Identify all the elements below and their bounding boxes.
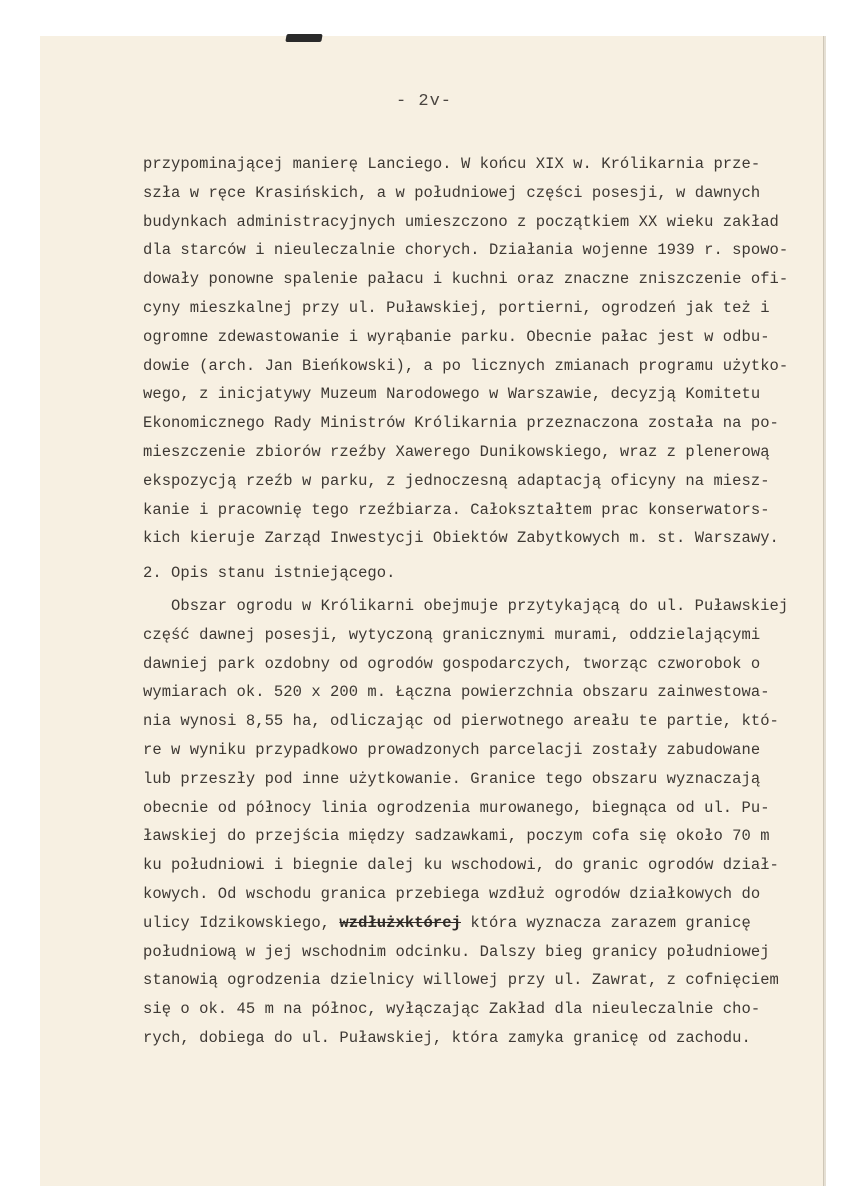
text-line: dowie (arch. Jan Bieńkowski), a po licznych zmianach programu użytko-: [143, 356, 789, 375]
text-line: kowych. Od wschodu granica przebiega wzdłuż ogrodów działkowych do: [143, 884, 761, 903]
text-line: Obszar ogrodu w Królikarni obejmuje przytykającą do ul. Puławskiej: [171, 596, 789, 615]
text-line: ławskiej do przejścia między sadzawkami, poczym cofa się około 70 m: [143, 827, 770, 846]
strike-line: [143, 909, 793, 938]
paragraph-description: [143, 592, 793, 909]
text-line: dowały ponowne spalenie pałacu i kuchni oraz znaczne zniszczenie ofi-: [143, 270, 789, 289]
struck-text: wzdłużxktórej: [339, 913, 461, 932]
typewritten-body: [143, 150, 793, 1053]
paragraph-description-end: [143, 938, 793, 1053]
page-number: - 2v-: [396, 92, 453, 111]
strike-line-before: ulicy Idzikowskiego,: [143, 913, 340, 932]
strike-line-after: która wyznacza zarazem granicę: [460, 913, 751, 932]
text-line: nia wynosi 8,55 ha, odliczając od pierwotnego areału te partie, któ-: [143, 712, 779, 731]
scan-margin-top: [0, 0, 845, 36]
paragraph-history: [143, 150, 793, 553]
text-line: południową w jej wschodnim odcinku. Dalszy bieg granicy południowej: [143, 942, 770, 961]
text-line: przypominającej manierę Lanciego. W końcu XIX w. Królikarnia prze-: [143, 155, 761, 173]
text-line: kanie i pracownię tego rzeźbiarza. Całokształtem prac konserwators-: [143, 500, 770, 519]
text-line: kich kieruje Zarząd Inwestycji Obiektów Zabytkowych m. st. Warszawy.: [143, 529, 779, 548]
text-line: wymiarach ok. 520 x 200 m. Łączna powierzchnia obszaru zainwestowa-: [143, 683, 770, 702]
text-line: re w wyniku przypadkowo prowadzonych parcelacji zostały zabudowane: [143, 740, 761, 759]
text-line: ku południowi i biegnie dalej ku wschodowi, do granic ogrodów dział-: [143, 856, 779, 875]
text-line: szła w ręce Krasińskich, a w południowej części posesji, w dawnych: [143, 183, 761, 202]
text-line: dawniej park ozdobny od ogrodów gospodarczych, tworząc czworobok o: [143, 654, 761, 673]
text-line: wego, z inicjatywy Muzeum Narodowego w Warszawie, decyzją Komitetu: [143, 385, 761, 404]
text-line: cyny mieszkalnej przy ul. Puławskiej, portierni, ogrodzeń jak też i: [143, 298, 770, 317]
text-line: się o ok. 45 m na północ, wyłączając Zakład dla nieuleczalnie cho-: [143, 1000, 761, 1019]
text-line: dla starców i nieuleczalnie chorych. Działania wojenne 1939 r. spowo-: [143, 241, 789, 260]
section-heading: 2. Opis stanu istniejącego.: [143, 564, 396, 583]
text-line: Ekonomicznego Rady Ministrów Królikarnia przeznaczona została na po-: [143, 414, 779, 433]
text-line: ogromne zdewastowanie i wyrąbanie parku. Obecnie pałac jest w odbu-: [143, 327, 770, 346]
text-line: mieszczenie zbiorów rzeźby Xawerego Dunikowskiego, wraz z plenerową: [143, 442, 770, 461]
text-line: obecnie od północy linia ogrodzenia murowanego, biegnąca od ul. Pu-: [143, 798, 770, 817]
text-line: ekspozycją rzeźb w parku, z jednoczesną adaptacją oficyny na miesz-: [143, 471, 770, 490]
text-line: część dawnej posesji, wytyczoną granicznymi murami, oddzielającymi: [143, 625, 761, 644]
scan-margin-left: [0, 0, 40, 1200]
text-line: rych, dobiega do ul. Puławskiej, która zamyka granicę od zachodu.: [143, 1028, 751, 1047]
text-line: budynkach administracyjnych umieszczono z początkiem XX wieku zakład: [143, 212, 779, 231]
scan-margin-bottom: [0, 1186, 845, 1200]
binding-mark: [285, 34, 322, 42]
text-line: lub przeszły pod inne użytkowanie. Granice tego obszaru wyznaczają: [143, 769, 761, 788]
text-line: stanowią ogrodzenia dzielnicy willowej przy ul. Zawrat, z cofnięciem: [143, 971, 779, 990]
